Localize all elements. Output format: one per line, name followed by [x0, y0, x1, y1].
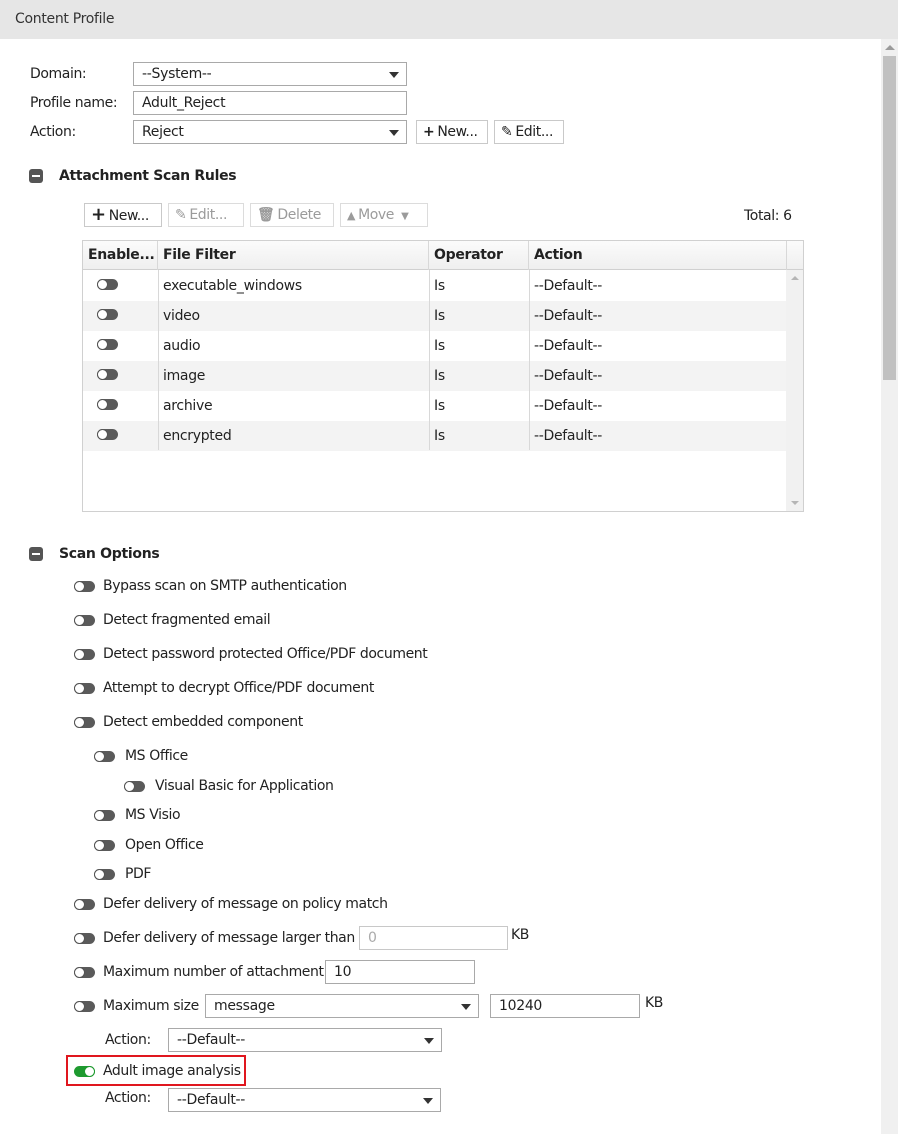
- column-header-file-filter[interactable]: File Filter: [158, 241, 429, 270]
- adult-image-action-value: --Default--: [177, 1092, 246, 1108]
- vba-label: Visual Basic for Application: [155, 778, 334, 794]
- detect-embedded-toggle[interactable]: [74, 717, 95, 728]
- cell-operator: Is: [434, 278, 445, 294]
- rule-delete-button[interactable]: [250, 203, 334, 227]
- max-attachments-label: Maximum number of attachment: [103, 964, 324, 980]
- action-label: Action:: [30, 124, 76, 140]
- chevron-down-icon: [423, 1098, 433, 1104]
- edit-icon: ✎: [501, 124, 513, 140]
- cell-action: --Default--: [534, 308, 603, 324]
- cell-action: --Default--: [534, 338, 603, 354]
- cell-action: --Default--: [534, 428, 603, 444]
- chevron-down-icon: [389, 130, 399, 136]
- profile-name-label: Profile name:: [30, 95, 118, 111]
- ms-office-label: MS Office: [125, 748, 188, 764]
- edit-button-label: Edit...: [515, 124, 554, 140]
- profile-name-input[interactable]: Adult_Reject: [133, 91, 407, 115]
- max-size-action-label: Action:: [105, 1032, 151, 1048]
- detect-password-label: Detect password protected Office/PDF document: [103, 646, 428, 662]
- cell-action: --Default--: [534, 278, 603, 294]
- enable-toggle[interactable]: [97, 279, 118, 290]
- domain-label: Domain:: [30, 66, 87, 82]
- defer-larger-input[interactable]: 0: [359, 926, 508, 950]
- detect-password-toggle[interactable]: [74, 649, 95, 660]
- pdf-label: PDF: [125, 866, 152, 882]
- scroll-down-icon[interactable]: [791, 501, 799, 505]
- enable-toggle[interactable]: [97, 369, 118, 380]
- cell-file-filter: archive: [163, 398, 213, 414]
- total-count: [744, 208, 792, 224]
- column-divider: [529, 270, 530, 450]
- pdf-toggle[interactable]: [94, 869, 115, 880]
- open-office-label: Open Office: [125, 837, 204, 853]
- defer-larger-label: Defer delivery of message larger than: [103, 930, 355, 946]
- table-row[interactable]: [83, 391, 786, 421]
- max-attachments-input[interactable]: 10: [325, 960, 475, 984]
- adult-image-label: Adult image analysis: [103, 1063, 241, 1079]
- cell-file-filter: executable_windows: [163, 278, 302, 294]
- rule-move-label: Move: [358, 207, 395, 223]
- attempt-decrypt-toggle[interactable]: [74, 683, 95, 694]
- ms-office-toggle[interactable]: [94, 751, 115, 762]
- table-row[interactable]: [83, 421, 786, 451]
- cell-file-filter: audio: [163, 338, 201, 354]
- new-button-label: New...: [437, 124, 478, 140]
- rule-move-button[interactable]: [340, 203, 428, 227]
- max-attachments-toggle[interactable]: [74, 967, 95, 978]
- action-value: Reject: [142, 124, 184, 140]
- max-size-input[interactable]: 10240: [490, 994, 640, 1018]
- plus-icon: +: [423, 124, 435, 140]
- table-row[interactable]: [83, 331, 786, 361]
- table-scrollbar[interactable]: [786, 270, 803, 511]
- defer-larger-toggle[interactable]: [74, 933, 95, 944]
- highlight-box: [66, 1055, 246, 1086]
- max-size-type-select[interactable]: [205, 994, 479, 1018]
- enable-toggle[interactable]: [97, 309, 118, 320]
- attempt-decrypt-label: Attempt to decrypt Office/PDF document: [103, 680, 374, 696]
- vba-toggle[interactable]: [124, 781, 145, 792]
- max-size-action-select[interactable]: [168, 1028, 442, 1052]
- rule-edit-button[interactable]: [168, 203, 244, 227]
- scroll-up-icon[interactable]: [885, 45, 895, 50]
- chevron-down-icon: [461, 1004, 471, 1010]
- bypass-smtp-label: Bypass scan on SMTP authentication: [103, 578, 347, 594]
- column-header-action[interactable]: Action: [529, 241, 787, 270]
- column-divider: [429, 270, 430, 450]
- chevron-down-icon: ▼: [401, 211, 409, 222]
- adult-image-action-select[interactable]: [168, 1088, 441, 1112]
- collapse-icon[interactable]: [29, 169, 43, 183]
- chevron-down-icon: [424, 1038, 434, 1044]
- cell-file-filter: encrypted: [163, 428, 232, 444]
- rule-edit-label: Edit...: [189, 207, 228, 223]
- scrollbar-thumb[interactable]: [883, 56, 896, 380]
- attachment-rules-title: Attachment Scan Rules: [59, 168, 237, 184]
- detect-embedded-label: Detect embedded component: [103, 714, 303, 730]
- window-titlebar: [0, 0, 898, 39]
- edit-icon: ✎: [175, 207, 187, 223]
- enable-toggle[interactable]: [97, 429, 118, 440]
- total-label: Total:: [744, 208, 780, 224]
- cell-operator: Is: [434, 308, 445, 324]
- cell-operator: Is: [434, 338, 445, 354]
- trash-icon: 🗑: [257, 207, 275, 223]
- window-title: Content Profile: [15, 11, 115, 27]
- max-size-unit: KB: [645, 995, 663, 1011]
- detect-fragmented-label: Detect fragmented email: [103, 612, 271, 628]
- rule-new-label: New...: [108, 208, 149, 224]
- rule-delete-label: Delete: [277, 207, 321, 223]
- ms-visio-toggle[interactable]: [94, 810, 115, 821]
- cell-action: --Default--: [534, 368, 603, 384]
- page-scrollbar[interactable]: [881, 39, 898, 1134]
- attachment-rules-table: [82, 240, 804, 512]
- chevron-down-icon: [389, 72, 399, 78]
- max-size-type-value: message: [214, 998, 275, 1014]
- defer-policy-toggle[interactable]: [74, 899, 95, 910]
- column-divider: [158, 270, 159, 450]
- enable-toggle[interactable]: [97, 339, 118, 350]
- domain-select[interactable]: [133, 62, 407, 86]
- cell-file-filter: image: [163, 368, 206, 384]
- table-row[interactable]: [83, 271, 786, 301]
- rule-new-button[interactable]: [84, 203, 162, 227]
- table-row[interactable]: [83, 361, 786, 391]
- action-edit-button[interactable]: [494, 120, 564, 144]
- cell-operator: Is: [434, 428, 445, 444]
- plus-icon: +: [91, 204, 106, 225]
- action-new-button[interactable]: [416, 120, 488, 144]
- column-header-enable[interactable]: Enable...: [83, 241, 158, 270]
- defer-larger-unit: KB: [511, 927, 529, 943]
- cell-operator: Is: [434, 368, 445, 384]
- domain-value: --System--: [142, 66, 212, 82]
- max-size-label: Maximum size: [103, 998, 199, 1014]
- collapse-icon[interactable]: [29, 547, 43, 561]
- table-row[interactable]: [83, 301, 786, 331]
- bypass-smtp-toggle[interactable]: [74, 581, 95, 592]
- arrow-up-icon: ▲: [347, 209, 356, 222]
- open-office-toggle[interactable]: [94, 840, 115, 851]
- max-size-action-value: --Default--: [177, 1032, 246, 1048]
- ms-visio-label: MS Visio: [125, 807, 181, 823]
- enable-toggle[interactable]: [97, 399, 118, 410]
- total-value: 6: [783, 208, 792, 224]
- scroll-up-icon[interactable]: [791, 276, 799, 280]
- cell-action: --Default--: [534, 398, 603, 414]
- table-header: [83, 241, 803, 270]
- cell-operator: Is: [434, 398, 445, 414]
- scan-options-title: Scan Options: [59, 546, 160, 562]
- cell-file-filter: video: [163, 308, 200, 324]
- action-select[interactable]: [133, 120, 407, 144]
- defer-policy-label: Defer delivery of message on policy match: [103, 896, 388, 912]
- adult-image-action-label: Action:: [105, 1090, 151, 1106]
- detect-fragmented-toggle[interactable]: [74, 615, 95, 626]
- column-header-operator[interactable]: Operator: [429, 241, 529, 270]
- max-size-toggle[interactable]: [74, 1001, 95, 1012]
